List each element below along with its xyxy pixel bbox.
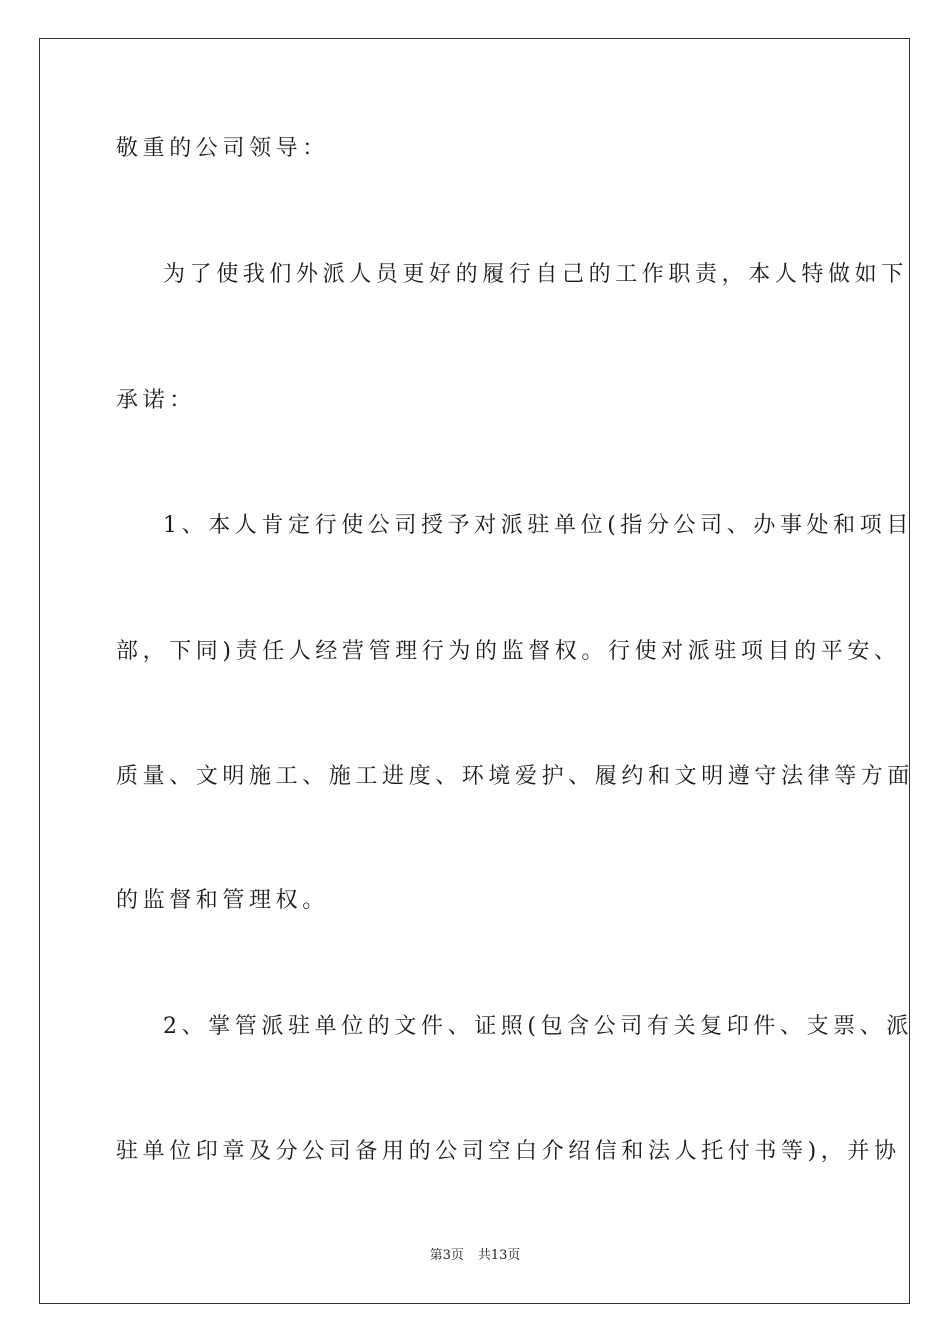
paragraph-line: 承诺：	[116, 388, 196, 413]
paragraph-line: 1、本人肯定行使公司授予对派驻单位(指分公司、办事处和项目	[163, 513, 913, 538]
paragraph-line: 2、掌管派驻单位的文件、证照(包含公司有关复印件、支票、派	[163, 1014, 913, 1039]
paragraph-line: 为了使我们外派人员更好的履行自己的工作职责，本人特做如下	[163, 262, 908, 287]
paragraph-line: 质量、文明施工、施工进度、环境爱护、履约和文明遵守法律等方面	[116, 764, 915, 789]
paragraph-line: 部，下同)责任人经营管理行为的监督权。行使对派驻项目的平安、	[116, 639, 901, 664]
page-border	[39, 38, 910, 1304]
page-footer	[0, 1248, 950, 1264]
paragraph-line: 的监督和管理权。	[116, 888, 329, 913]
paragraph-line: 驻单位印章及分公司备用的公司空白介绍信和法人托付书等)，并协	[116, 1139, 901, 1164]
salutation-line: 敬重的公司领导：	[116, 136, 329, 161]
page-number: 第3页	[429, 1248, 464, 1263]
page-total: 共13页	[477, 1248, 521, 1263]
